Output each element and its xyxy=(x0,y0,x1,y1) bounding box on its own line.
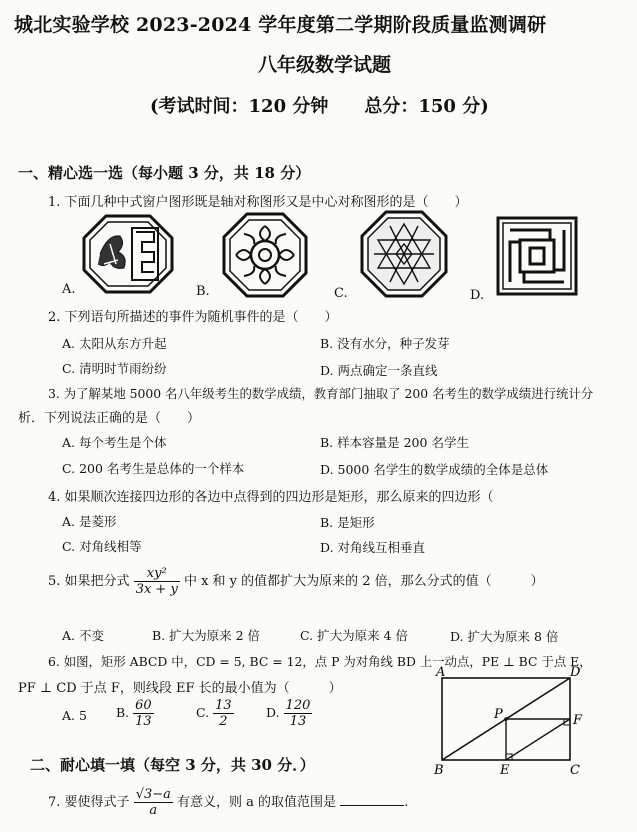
q6-option-c-denominator: 2 xyxy=(219,714,228,729)
window-d-image xyxy=(496,216,578,296)
q5-stem-suffix: 中 x 和 y 的值都扩大为原来的 2 倍，那么分式的值（ ） xyxy=(183,574,544,589)
q2-option-a: A. 太阳从东方升起 xyxy=(62,336,167,351)
q3-option-a: A. 每个考生是个体 xyxy=(62,435,167,450)
q4-option-c: C. 对角线相等 xyxy=(62,539,142,554)
q3-option-d: D. 5000 名学生的数学成绩的全体是总体 xyxy=(320,462,549,477)
rectangle-figure xyxy=(430,666,590,778)
q4-option-d: D. 对角线互相垂直 xyxy=(320,540,426,555)
q1-label-a: A. xyxy=(62,282,76,297)
q1-label-b: B. xyxy=(196,284,210,299)
q1-stem: 1. 下面几种中式窗户图形既是轴对称图形又是中心对称图形的是（ ） xyxy=(48,195,468,210)
q3-option-c: C. 200 名考生是总体的一个样本 xyxy=(62,461,245,476)
q6-option-d xyxy=(266,698,312,729)
q6-stem-line2: PF ⊥ CD 于点 F，则线段 EF 长的最小值为（ ） xyxy=(18,681,342,696)
q2-option-d: D. 两点确定一条直线 xyxy=(320,363,438,378)
q1-label-c: C. xyxy=(334,286,348,301)
q6-option-b xyxy=(116,698,154,729)
q7-fraction-numerator: √3−a xyxy=(135,787,171,802)
q1-label-d: D. xyxy=(470,288,485,303)
q5-fraction-numerator: xy² xyxy=(134,566,180,582)
figure-label-p: P xyxy=(494,707,503,722)
q7-stem-suffix: 有意义，则 a 的取值范围是 xyxy=(177,795,337,810)
q5-option-a: A. 不变 xyxy=(62,628,104,643)
q2-stem: 2. 下列语句所描述的事件为随机事件的是（ ） xyxy=(48,310,338,325)
q6-option-b-fraction xyxy=(133,698,154,729)
q5-fraction xyxy=(134,566,180,597)
q6-option-c xyxy=(196,698,234,729)
q7-fraction xyxy=(134,787,173,818)
q3-stem-line1: 3. 为了解某地 5000 名八年级考生的数学成绩，教育部门抽取了 200 名考生的数学成绩进行统计分 xyxy=(48,386,594,401)
q5-fraction-denominator: 3x + y xyxy=(135,582,178,597)
q7-fraction-denominator: a xyxy=(149,803,158,818)
q3-stem-line2: 析．下列说法正确的是（ ） xyxy=(18,411,201,426)
q5-option-c: C. 扩大为原来 4 倍 xyxy=(300,628,408,643)
q7-stem xyxy=(48,787,408,818)
q7-stem-prefix: 7. 要使得式子 xyxy=(48,795,130,810)
q6-stem-line1: 6. 如图，矩形 ABCD 中，CD = 5, BC = 12，点 P 为对角线 BD 上一动点，PE ⊥ BC 于点 E， xyxy=(48,654,592,669)
q7-end: . xyxy=(404,795,409,810)
q2-option-c: C. 清明时节雨纷纷 xyxy=(62,361,167,376)
section1-heading: 一、精心选一选（每小题 3 分，共 18 分） xyxy=(18,164,311,182)
q6-option-c-numerator: 13 xyxy=(215,698,232,713)
exam-info: (考试时间：120 分钟 总分：150 分) xyxy=(150,96,489,117)
q4-option-a: A. 是菱形 xyxy=(62,514,117,529)
figure-label-c: C xyxy=(570,763,580,778)
q6-option-c-fraction xyxy=(213,698,234,729)
q5-stem xyxy=(48,566,544,597)
q6-option-d-fraction xyxy=(284,698,313,729)
q6-option-a: A. 5 xyxy=(62,708,87,723)
q6-option-c-label: C. xyxy=(196,705,210,720)
figure-label-b: B xyxy=(434,763,444,778)
q4-option-b: B. 是矩形 xyxy=(320,515,375,530)
window-c-image xyxy=(360,210,448,298)
q2-option-b: B. 没有水分，种子发芽 xyxy=(320,336,450,351)
exam-subtitle: 八年级数学试题 xyxy=(258,54,392,76)
q5-option-b: B. 扩大为原来 2 倍 xyxy=(152,628,261,643)
window-a-image xyxy=(82,214,174,294)
q6-option-d-label: D. xyxy=(266,705,280,720)
q5-stem-prefix: 5. 如果把分式 xyxy=(48,574,130,589)
figure-label-e: E xyxy=(500,763,510,778)
q6-option-b-label: B. xyxy=(116,705,130,720)
q6-option-b-numerator: 60 xyxy=(135,698,152,713)
q6-option-d-denominator: 13 xyxy=(289,714,307,729)
exam-title: 城北实验学校 2023-2024 学年度第二学期阶段质量监测调研 xyxy=(14,14,547,36)
figure-label-f: F xyxy=(573,713,583,728)
window-b-image xyxy=(222,212,308,298)
q6-option-d-numerator: 120 xyxy=(285,698,311,713)
figure-label-d: D xyxy=(570,666,581,680)
q3-option-b: B. 样本容量是 200 名学生 xyxy=(320,435,469,450)
q5-option-d: D. 扩大为原来 8 倍 xyxy=(450,629,559,644)
q6-option-b-denominator: 13 xyxy=(135,714,152,729)
section2-heading: 二、耐心填一填（每空 3 分，共 30 分．） xyxy=(30,756,315,774)
q4-stem: 4. 如果顺次连接四边形的各边中点得到的四边形是矩形，那么原来的四边形（ xyxy=(48,490,494,505)
q7-answer-blank[interactable] xyxy=(340,793,404,806)
figure-label-a: A xyxy=(436,666,446,680)
